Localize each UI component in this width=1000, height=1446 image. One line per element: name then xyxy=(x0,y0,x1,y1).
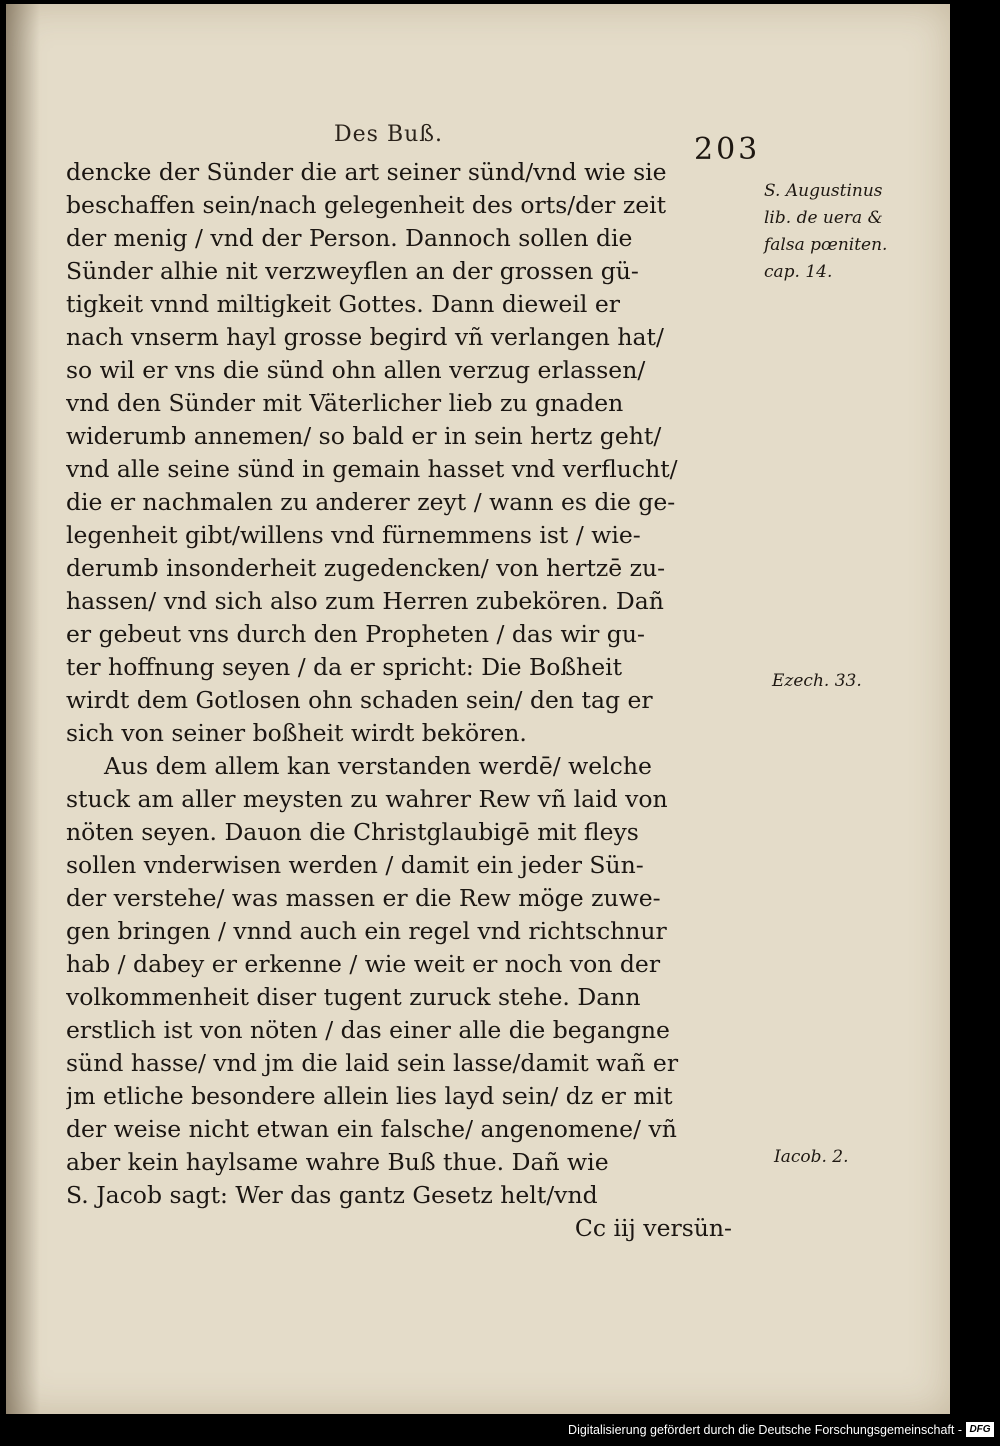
text-line: tigkeit vnnd miltigkeit Gottes. Dann dieweil er xyxy=(66,290,620,318)
margin-note-ezech xyxy=(772,668,862,695)
text-line: vnd den Sünder mit Väterlicher lieb zu gnaden xyxy=(66,389,624,417)
signature-catchword-line: Cc iij versün- xyxy=(574,1214,732,1242)
text-line: stuck am aller meysten zu wahrer Rew vñ laid von xyxy=(66,785,668,813)
page-gutter-shadow xyxy=(6,4,40,1414)
funding-notice: Digitalisierung gefördert durch die Deutsche Forschungsgemeinschaft - xyxy=(568,1423,962,1437)
text-line: die er nachmalen zu anderer zeyt / wann es die ge- xyxy=(66,488,676,516)
text-line: widerumb annemen/ so bald er in sein hertz geht/ xyxy=(66,422,662,450)
text-line: nach vnserm hayl grosse begird vñ verlangen hat/ xyxy=(66,323,664,351)
margin-note-line: lib. de uera & xyxy=(764,208,883,228)
text-line: aber kein haylsame wahre Buß thue. Dañ wie xyxy=(66,1148,609,1176)
text-line: S. Jacob sagt: Wer das gantz Gesetz helt/vnd xyxy=(66,1181,598,1209)
text-line: jm etliche besondere allein lies layd sein/ dz er mit xyxy=(66,1082,673,1110)
margin-note-line: S. Augustinus xyxy=(764,181,883,201)
text-line: er gebeut vns durch den Propheten / das wir gu- xyxy=(66,620,645,648)
running-head: Des Buß. xyxy=(334,122,443,147)
text-line: der weise nicht etwan ein falsche/ angenomene/ vñ xyxy=(66,1115,677,1143)
text-line: legenheit gibt/willens vnd fürnemmens ist / wie- xyxy=(66,521,641,549)
margin-note-line: Iacob. 2. xyxy=(774,1147,849,1167)
text-line: volkommenheit diser tugent zuruck stehe. Dann xyxy=(66,983,641,1011)
page-number: 203 xyxy=(694,132,761,167)
paragraph-start-line: Aus dem allem kan verstanden werdē/ welche xyxy=(104,752,652,780)
text-line: der menig / vnd der Person. Dannoch sollen die xyxy=(66,224,633,252)
text-line: beschaffen sein/nach gelegenheit des orts/der zeit xyxy=(66,191,667,219)
text-line: so wil er vns die sünd ohn allen verzug erlassen/ xyxy=(66,356,646,384)
margin-note-augustinus xyxy=(764,178,887,286)
text-line: wirdt dem Gotlosen ohn schaden sein/ den tag er xyxy=(66,686,653,714)
margin-note-line: cap. 14. xyxy=(764,262,833,282)
text-line: sich von seiner boßheit wirdt bekören. xyxy=(66,719,527,747)
text-line: sollen vnderwisen werden / damit ein jeder Sün- xyxy=(66,851,644,879)
text-line: nöten seyen. Dauon die Christglaubigē mit fleys xyxy=(66,818,639,846)
text-line: ter hoffnung seyen / da er spricht: Die Boßheit xyxy=(66,653,623,681)
text-line: sünd hasse/ vnd jm die laid sein lasse/damit wañ er xyxy=(66,1049,679,1077)
main-text xyxy=(66,156,756,1245)
text-line: gen bringen / vnnd auch ein regel vnd richtschnur xyxy=(66,917,667,945)
text-line: derumb insonderheit zugedencken/ von hertzē zu- xyxy=(66,554,666,582)
margin-note-line: Ezech. 33. xyxy=(772,671,862,691)
margin-note-iacob xyxy=(774,1144,849,1171)
text-line: der verstehe/ was massen er die Rew möge zuwe- xyxy=(66,884,661,912)
footer-bar xyxy=(0,1414,1000,1446)
book-page xyxy=(6,4,950,1414)
text-line: vnd alle seine sünd in gemain hasset vnd verflucht/ xyxy=(66,455,678,483)
margin-note-line: falsa pœniten. xyxy=(764,235,888,255)
dfg-logo: DFG xyxy=(966,1422,994,1437)
text-line: dencke der Sünder die art seiner sünd/vnd wie sie xyxy=(66,158,667,186)
text-line: hassen/ vnd sich also zum Herren zubekören. Dañ xyxy=(66,587,664,615)
text-line: erstlich ist von nöten / das einer alle die begangne xyxy=(66,1016,670,1044)
text-line: Sünder alhie nit verzweyflen an der grossen gü- xyxy=(66,257,639,285)
text-line: hab / dabey er erkenne / wie weit er noch von der xyxy=(66,950,661,978)
